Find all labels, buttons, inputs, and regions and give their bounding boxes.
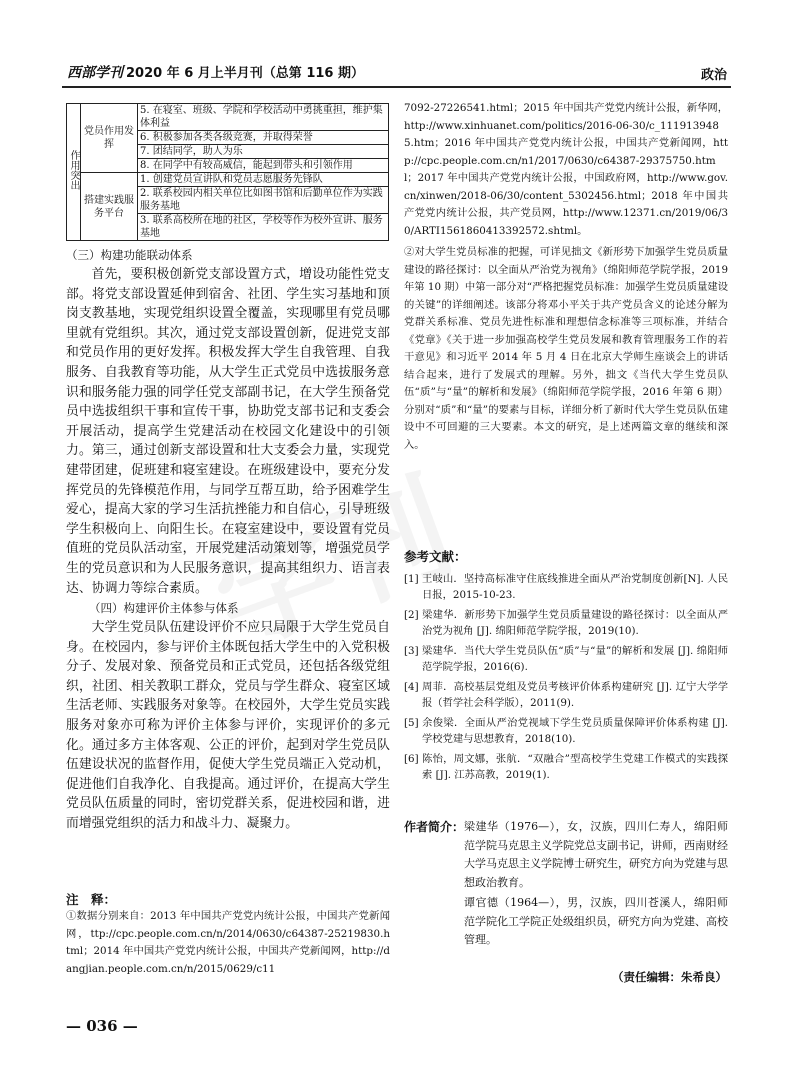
table-cell: 5. 在寝室、班级、学院和学校活动中勇挑重担，维护集体利益 xyxy=(138,104,389,131)
table-sub1-label: 党员作用发挥 xyxy=(81,104,138,173)
evaluation-table xyxy=(66,103,389,241)
journal-logo: 西部学刊 xyxy=(67,65,123,81)
author-bio-1: 梁建华（1976—），女，汉族，四川仁寿人，绵阳师范学院马克思主义学院党总支副书记，讲师，西南财经大学马克思主义学院博士研究生，研究方向为党建与思想政治教育。 xyxy=(464,820,728,889)
note-1: ①数据分别来自：2013 年中国共产党党内统计公报，中国共产党新闻网，ttp://cpc.people.com.cn/n/2014/0630/c64387-25219830.html；2014 年中国共产党党内统计公报，中国共产党新闻网，http://dangjian.people.com.cn/n/2015/0629/c11 xyxy=(66,910,390,975)
author-label: 作者简介： xyxy=(404,820,465,834)
left-column xyxy=(66,247,390,834)
right-column xyxy=(404,100,728,454)
table-sub2-label: 搭建实践服务平台 xyxy=(81,173,138,241)
responsible-editor: （责任编辑：朱希良） xyxy=(612,970,727,984)
author-bio-2: 谭官德（1964—），男，汉族，四川苍溪人，绵阳师范学院化工学院正处级组织员，研究方向为党建、高校管理。 xyxy=(464,896,728,946)
reference-item: [3] 梁建华．当代大学生党员队伍“质”与“量”的解析和发展 [J]. 绵阳师范学院学报，2016(6). xyxy=(404,645,728,673)
reference-item: [2] 梁建华．新形势下加强学生党员质量建设的路径探讨：以全面从严治党为视角 [J]. 绵阳师范学院学报，2019(10). xyxy=(404,609,728,637)
references-section xyxy=(404,547,728,787)
references-list xyxy=(404,571,728,783)
table-cell: 2. 联系校园内相关单位比如图书馆和后勤单位作为实践服务基地 xyxy=(138,187,389,214)
notes-title: 注 释： xyxy=(66,892,117,907)
header-divider xyxy=(62,86,731,88)
issue-info: 2020 年 6 月上半月刊（总第 116 期） xyxy=(126,66,364,81)
section-label: 政治 xyxy=(700,68,727,83)
reference-item: [5] 余俊梁．全面从严治党视域下学生党员质量保障评价体系构建 [J]. 学校党建与思想教育，2018(10). xyxy=(404,717,728,745)
table-cell: 7. 团结同学，助人为乐 xyxy=(138,145,389,159)
subsection-title-3: （三）构建功能联动体系 xyxy=(66,248,193,262)
notes-section xyxy=(66,890,390,978)
table-cell: 6. 积极参加各类各级竞赛，并取得荣誉 xyxy=(138,131,389,145)
page-number: — 036 — xyxy=(66,1017,138,1035)
reference-item: [4] 周菲．高校基层党组及党员考核评价体系构建研究 [J]. 辽宁大学学报（哲学社会科学版），2011(9). xyxy=(404,681,728,709)
body-paragraph-2: 大学生党员队伍建设评价不应只局限于大学生党员自身。在校园内，参与评价主体既包括大学生中的入党积极分子、发展对象、预备党员和正式党员，还包括各级党组织，社团、相关教职工群众，党员与学生群众、寝室区域生活老师、实践服务对象等。在校园外，大学生党员实践服务对象亦可称为评价主体参与评价，实现评价的多元化。通过多方主体客观、公正的评价，起到对学生党员队伍建设状况的监督作用，促使大学生党员端正入党动机，促进他们自我净化、自我提高。通过评价，在提高大学生党员队伍质量的同时，密切党群关系，促进校园和谐，进而增强党组织的活力和战斗力、凝聚力。 xyxy=(66,620,390,832)
body-paragraph-1: 首先，要积极创新党支部设置方式，增设功能性党支部。将党支部设置延伸到宿舍、社团、学生实习基地和顶岗支教基地，实现党组织设置全覆盖，实现哪里有党员哪里就有党组织。其次，通过党支部设置创新，促进党支部和党员作用的更好发挥。积极发挥大学生自我管理、自我服务、自我教育等功能，从大学生正式党员中选拔服务意识和服务能力强的同学任党支部副书记，在大学生预备党员中选拔组织干事和宣传干事，协助党支部书记和支委会开展活动，提高学生党建活动在校园文化建设中的引领力。第三，通过创新支部设置和壮大支委会力量，实现党建带团建，促班建和寝室建设。在班级建设中，要充分发挥党员的先锋模范作用，与同学互帮互助，给予困难学生爱心，提高大家的学习生活抗挫能力和自信心，引导班级学生积极向上、向阳生长。在寝室建设中，要设置有党员值班的党员队活动室，开展党建活动策划等，增强党员学生的党员意识和为人民服务意识，提高其组织力、语言表达、协调力等综合素质。 xyxy=(66,267,390,596)
table-cell: 1. 创建党员宣讲队和党员志愿服务先锋队 xyxy=(138,173,389,187)
note-1-continued: 7092-27226541.html；2015 年中国共产党党内统计公报，新华网，http://www.xinhuanet.com/politics/2016-06-30/c_1119139485.htm；2016 年中国共产党党内统计公报，中国共产党新闻网，http://cpc.people.com.cn/n1/2017/0630/c64387-29375750.html；2017 年中国共产党党内统计公报，中国政府网，http://www.gov.cn/xinwen/2018-06/30/content_5302456.html；2018 年中国共产党党内统计公报，共产党员网，http://www.12371.cn/2019/06/30/ARTI1561860413392572.shtml。 xyxy=(404,102,729,237)
table-cell: 8. 在同学中有较高威信，能起到带头和引领作用 xyxy=(138,159,389,173)
author-section xyxy=(404,818,728,950)
note-2: ②对大学生党员标准的把握，可详见拙文《新形势下加强学生党员质量建设的路径探讨：以全面从严治党为视角》（绵阳师范学院学报，2019 年第 10 期）中第一部分对“严格把握党员标准：加强学生党员质量建设的关键”的详细阐述。该部分将邓小平关于共产党员含义的论述分解为党群关系标准、党员先进性标准和理想信念标准等三项标准，并结合《党章》《关于进一步加强高校学生党员发展和教育管理服务工作的若干意见》和习近平 2014 年 5 月 4 日在北京大学师生座谈会上的讲话结合起来，进行了发展式的理解。另外，拙文《当代大学生党员队伍“质”与“量”的解析和发展》（绵阳师范学院学报，2016 年第 6 期）分别对“质”和“量”的要素与目标，详细分析了新时代大学生党员队伍建设中不可回避的三大要素。本文的研究，是上述两篇文章的继续和深入。 xyxy=(404,246,728,451)
reference-item: [1] 王岐山．坚持高标准守住底线推进全面从严治党制度创新[N]. 人民日报，2015-10-23. xyxy=(404,573,728,601)
running-header xyxy=(67,62,364,82)
table-cell: 3. 联系高校所在地的社区，学校等作为校外宣讲、服务基地 xyxy=(138,214,389,241)
reference-item: [6] 陈怡，周文娜，张航．“双融合”型高校学生党建工作模式的实践探索 [J]. 江苏高教，2019(1). xyxy=(404,753,728,781)
table-group-cell: 作用突出 xyxy=(67,104,81,241)
author-bio-1-wrap xyxy=(404,818,728,950)
subsection-title-4: （四）构建评价主体参与体系 xyxy=(89,601,239,616)
references-title: 参考文献： xyxy=(404,549,467,564)
